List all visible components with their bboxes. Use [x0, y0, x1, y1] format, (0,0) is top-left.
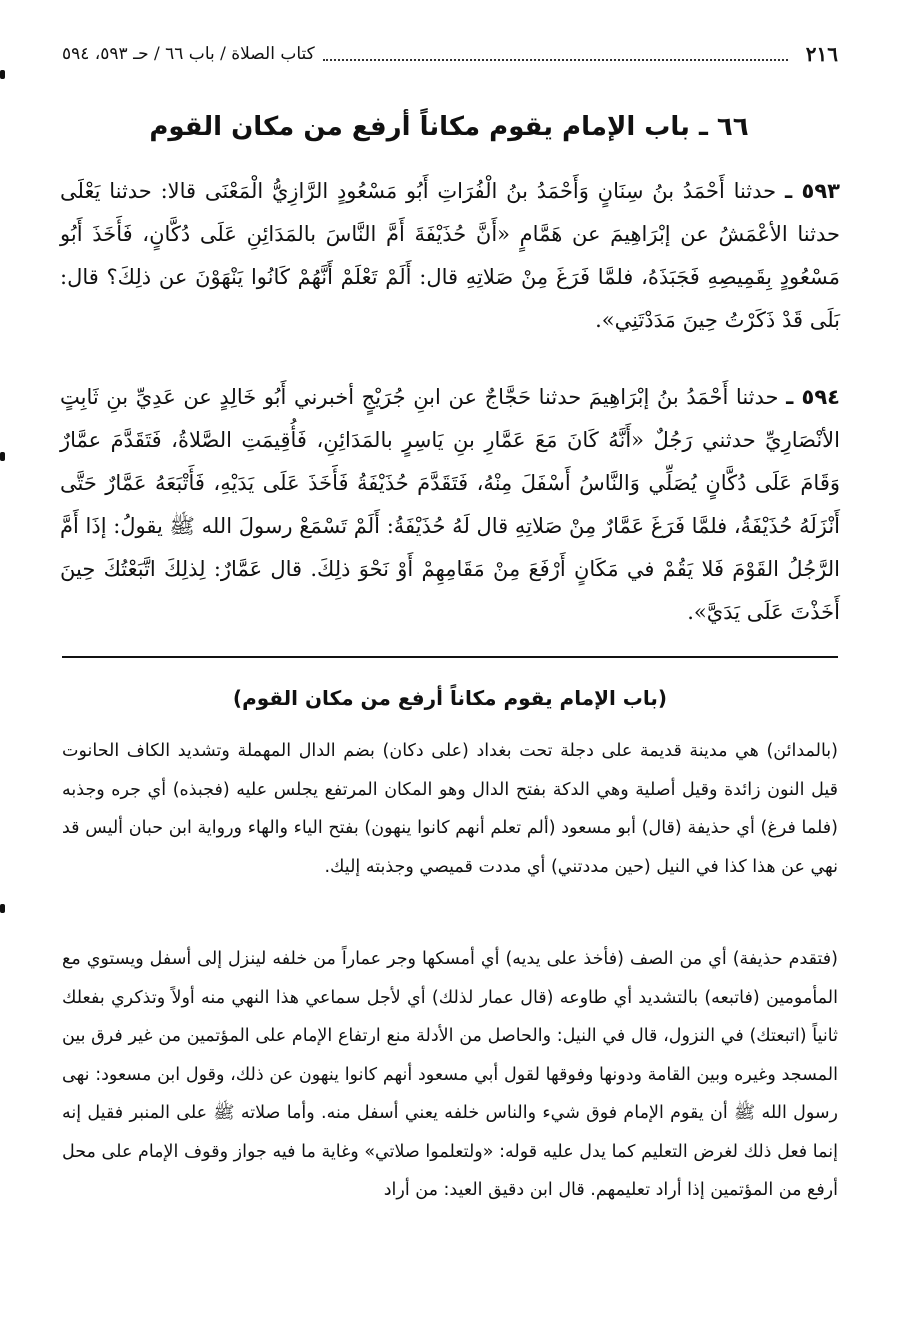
- margin-mark-lower: [0, 904, 5, 913]
- hadith-text: حدثنا أَحْمَدُ بنُ سِنَانٍ وَأَحْمَدُ بنُ الْفُرَاتِ أَبُو مَسْعُودٍ الرَّازِيُّ الْمَعْنَى قالا: حدثنا يَعْلَى حدثنا الأعْمَشُ عن إبْرَاهِيمَ عن هَمَّامٍ «أَنَّ حُذَيْفَةَ أَمَّ النَّاسَ بالمَدَائِنِ عَلَى دُكَّانٍ، فَأَخَذَ أَبُو مَسْعُودٍ بِقَمِيصِهِ فَجَبَذَهُ، فلمَّا فَرَغَ مِنْ صَلاتِهِ قال: أَلَمْ تَعْلَمْ أَنَّهُمْ كَانُوا يَنْهَوْنَ عن ذلِكَ؟ قال: بَلَى قَدْ ذَكَرْتُ حِينَ مَدَدْتَنِي».: [60, 179, 840, 332]
- running-title: كتاب الصلاة / باب ٦٦ / حـ ٥٩٣، ٥٩٤: [62, 44, 315, 64]
- chapter-title: ٦٦ ـ باب الإمام يقوم مكاناً أرفع من مكان القوم: [149, 112, 749, 142]
- hadith-text: حدثنا أَحْمَدُ بنُ إبْرَاهِيمَ حدثنا حَجَّاجٌ عن ابنِ جُرَيْجٍ أخبرني أَبُو خَالِدٍ عن عَدِيِّ بنِ ثَابِتٍ الأنْصَارِيِّ حدثني رَجُلٌ «أَنَّهُ كَانَ مَعَ عَمَّارِ بنِ يَاسِرٍ بالمَدَائِنِ، فَأُقِيمَتِ الصَّلاةُ، فَتَقَدَّمَ عمَّارٌ وَقَامَ عَلَى دُكَّانٍ يُصَلِّي وَالنَّاسُ أَسْفَلَ مِنْهُ، فَتَقَدَّمَ حُذَيْفَةُ فَأَخَذَ عَلَى يَدَيْهِ، فَأَتْبَعَهُ عَمَّارٌ حَتَّى أَنْزَلَهُ حُذَيْفَةُ، فلمَّا فَرَغَ عَمَّارٌ مِنْ صَلاتِهِ قال لَهُ حُذَيْفَةُ: أَلَمْ تَسْمَعْ رسولَ الله ﷺ يقولُ: إذَا أَمَّ الرَّجُلُ القَوْمَ فَلا يَقُمْ في مَكَانٍ أَرْفَعَ مِنْ مَقَامِهِمْ أَوْ نَحْوَ ذلِكَ. قال عَمَّارٌ: لِذلِكَ اتَّبَعْتُكَ حِينَ أَخَذْتَ عَلَى يَدَيَّ».: [60, 385, 840, 624]
- commentary-paragraph: (فتقدم حذيفة) أي من الصف (فأخذ على يديه) أي أمسكها وجر عماراً من خلفه لينزل إلى أسفل ويستوي مع المأمومين (فاتبعه) بالتشديد أي طاوعه (قال عمار لذلك) أي لأجل سماعي هذا النهي منه أولاً وتذكري بفعلك ثانياً (اتبعتك) في النزول، قال في النيل: والحاصل من الأدلة منع ارتفاع الإمام على المؤتمين من غير فرق بين المسجد وغيره وبين القامة ودونها وفوقها لقول أبي مسعود أنهم كانوا ينهون عن ذلك، وقول ابن مسعود: نهى رسول الله ﷺ أن يقوم الإمام فوق شيء والناس خلفه يعني أسفل منه. وأما صلاته ﷺ على المنبر فقيل إنه إنما فعل ذلك لغرض التعليم كما يدل عليه قوله: «ولتعلموا صلاتي» وغاية ما فيه جواز وقوف الإمام على محل أرفع من المؤتمين إذا أراد تعليمهم. قال ابن دقيق العيد: من أراد: [62, 949, 838, 1200]
- commentary-heading: (باب الإمام يقوم مكاناً أرفع من مكان القوم): [232, 686, 668, 710]
- running-header: [62, 40, 838, 68]
- hadith-594: [60, 376, 840, 634]
- hadith-593: [60, 170, 840, 342]
- page-number: ٢١٦: [805, 42, 838, 66]
- hadith-number: ٥٩٣ ـ: [784, 179, 840, 203]
- section-divider: [62, 656, 838, 658]
- margin-mark-middle: [0, 452, 5, 461]
- header-leader-dots: [323, 47, 788, 61]
- commentary-paragraph: (بالمدائن) هي مدينة قديمة على دجلة تحت بغداد (على دكان) بضم الدال المهملة وتشديد الكاف الحانوت قيل النون زائدة وقيل أصلية وهي الدكة بفتح الدال وهو المكان المرتفع يجلس عليه (فجبذه) أي جره وجذبه (فلما فرغ) أي حذيفة (قال) أبو مسعود (ألم تعلم أنهم كانوا ينهون) بفتح الياء والهاء ورواية ابن حبان أليس قد نهي عن هذا كذا في النيل (حين مددتني) أي مددت قميصي وجذبته إليك.: [62, 741, 838, 877]
- hadith-number: ٥٩٤ ـ: [786, 385, 840, 409]
- margin-mark-top: [0, 70, 5, 79]
